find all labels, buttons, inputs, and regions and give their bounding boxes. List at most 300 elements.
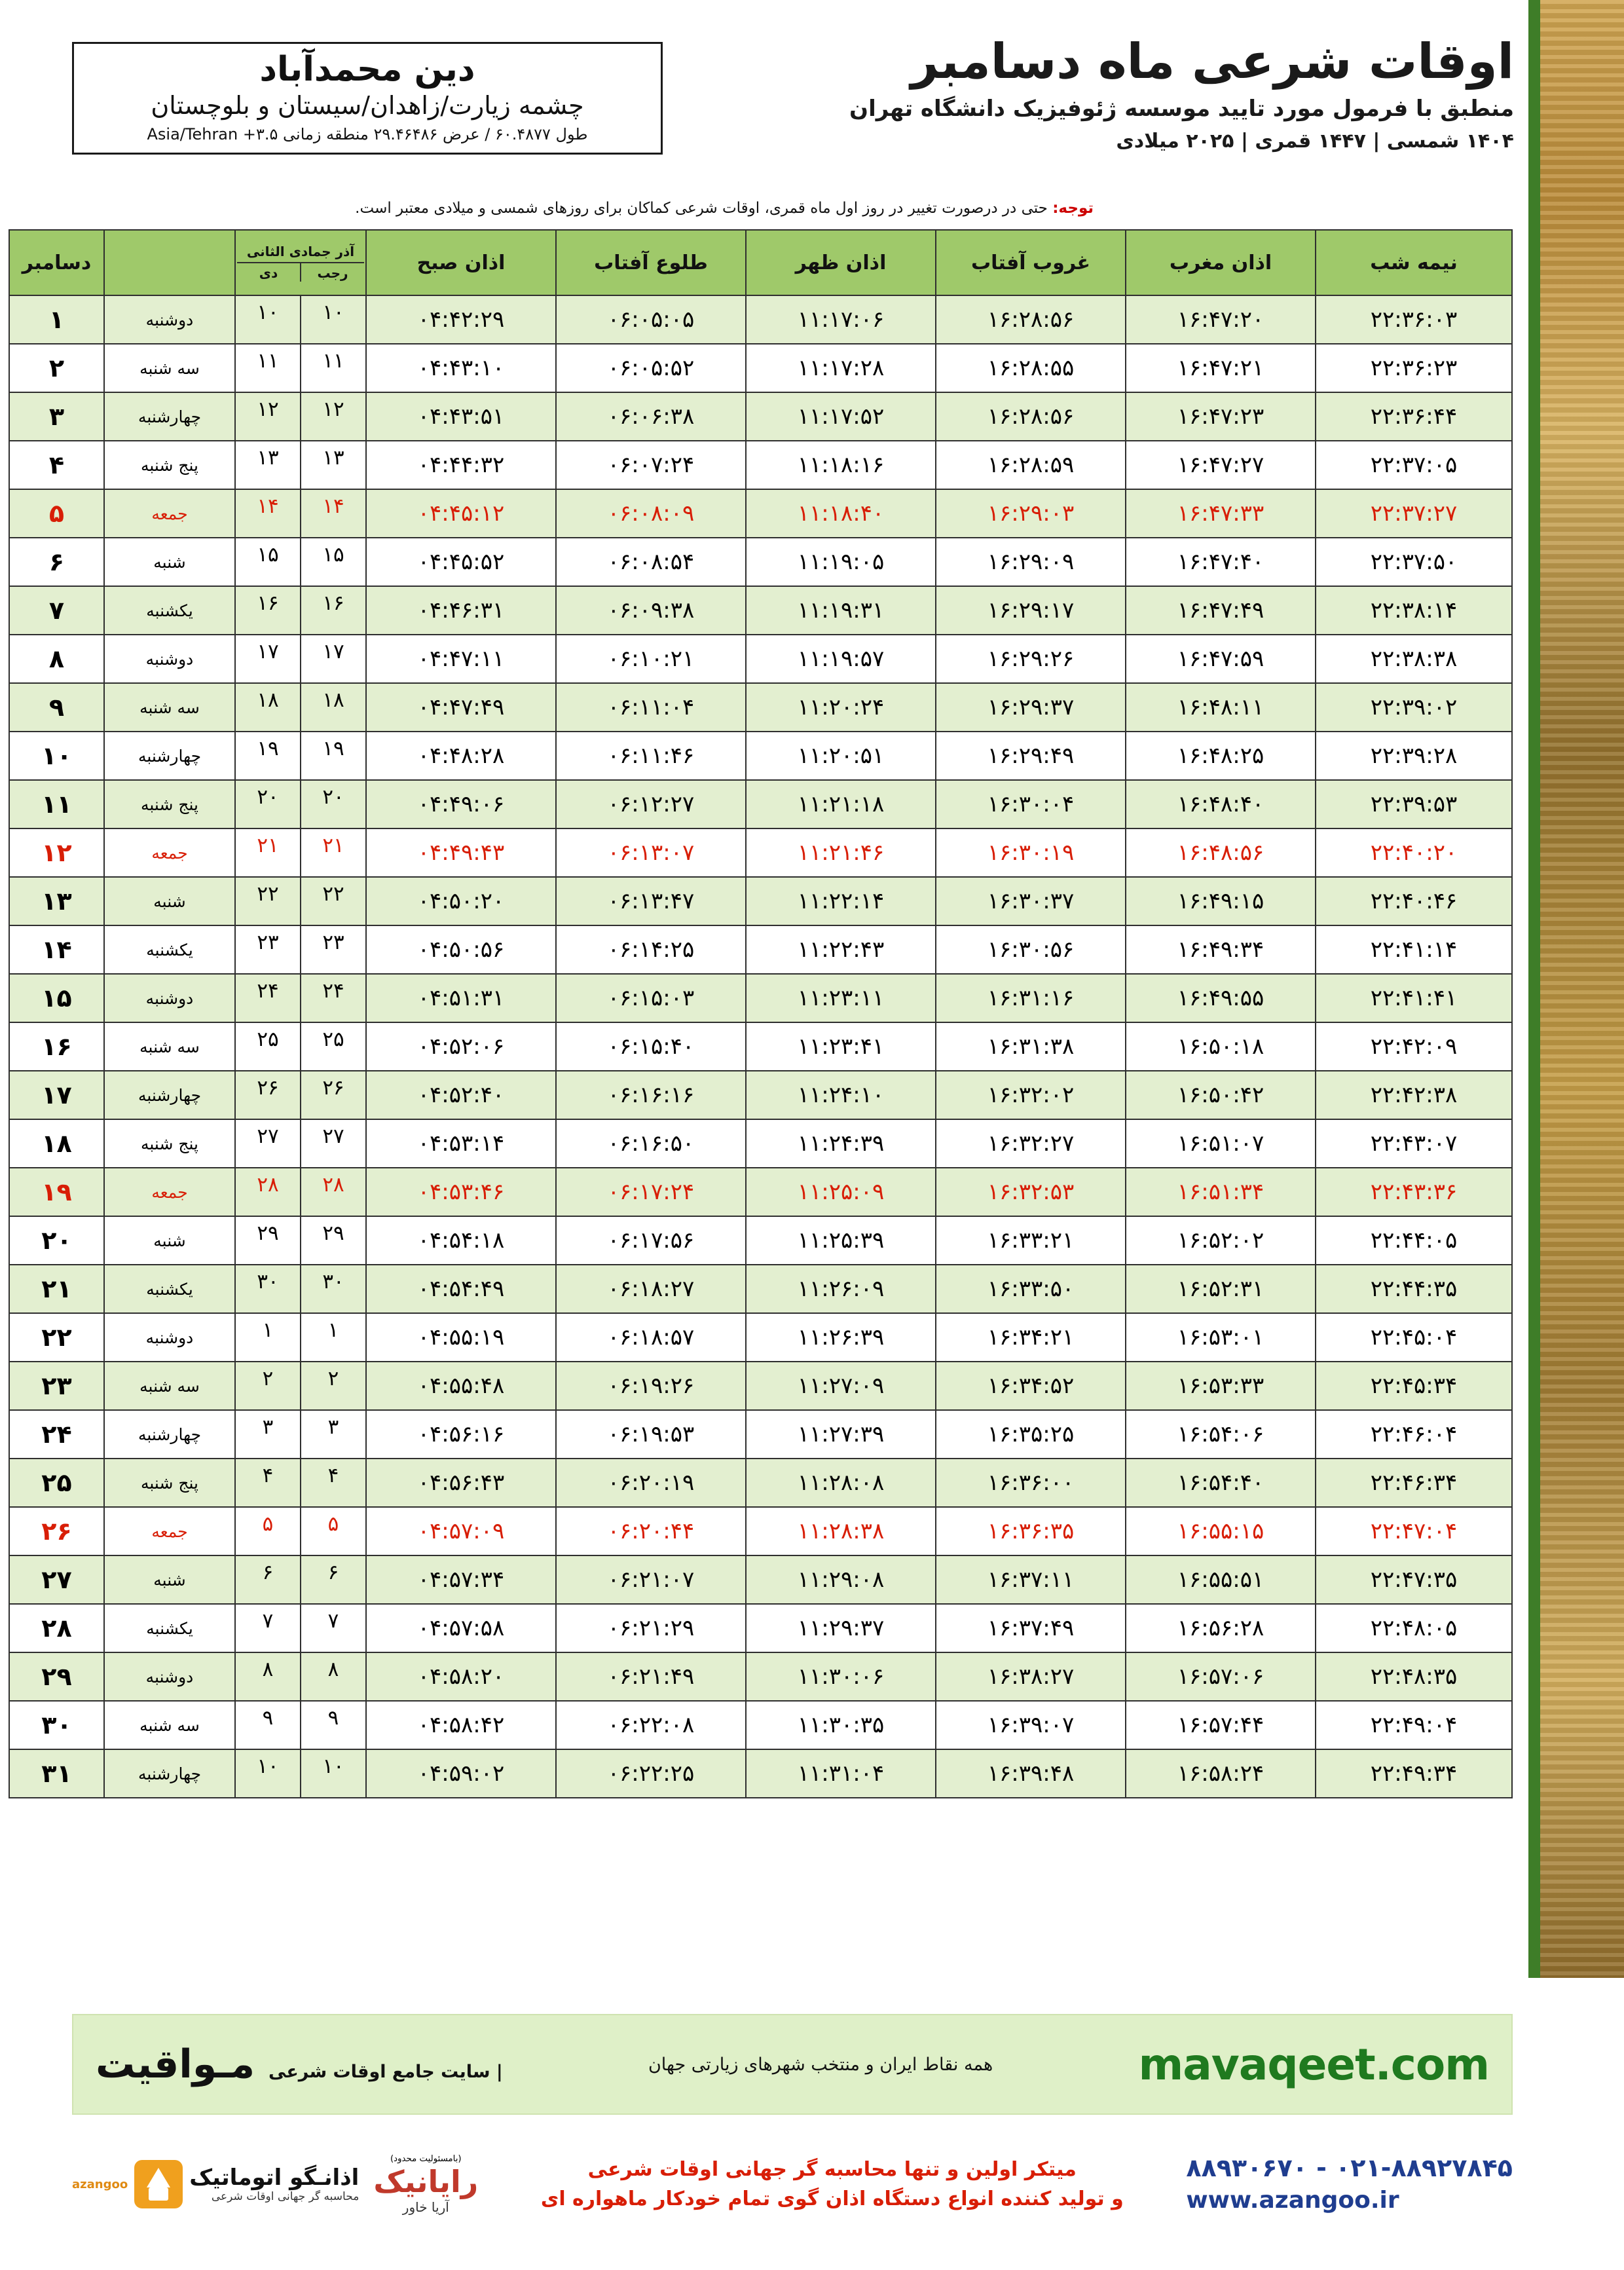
cell-hijri (235, 1410, 366, 1459)
cell-december: ۱۹ (9, 1168, 104, 1216)
cell-hijri (235, 1604, 366, 1652)
cell-sunset: ۱۶:۲۸:۵۶ (936, 295, 1126, 344)
table-row (9, 344, 1512, 392)
cell-hijri-rajab: ۱۴ (300, 490, 365, 537)
cell-hijri-dey: ۲۳ (257, 931, 279, 954)
cell-night: ۲۲:۳۹:۰۲ (1316, 683, 1512, 732)
cell-hijri-rajab: ۱۸ (300, 684, 365, 731)
cell-hijri (235, 683, 366, 732)
table-row (9, 1555, 1512, 1604)
cell-night: ۲۲:۴۲:۳۸ (1316, 1071, 1512, 1119)
cell-dhuhr: ۱۱:۲۹:۳۷ (746, 1604, 936, 1652)
cell-maghrib: ۱۶:۵۵:۱۵ (1126, 1507, 1316, 1555)
cell-hijri-dey: ۲۶ (257, 1076, 279, 1100)
cell-hijri-rajab: ۲۰ (300, 781, 365, 828)
cell-sunset: ۱۶:۲۹:۳۷ (936, 683, 1126, 732)
azangoo-name: اذانـگو اتوماتیک (189, 2164, 360, 2191)
cell-december: ۲۴ (9, 1410, 104, 1459)
cell-sunrise: ۰۶:۱۶:۱۶ (556, 1071, 746, 1119)
cell-night: ۲۲:۳۶:۰۳ (1316, 295, 1512, 344)
cell-hijri (235, 295, 366, 344)
footer-brand-sub: | سایت جامع اوقات شرعی (268, 2062, 503, 2082)
cell-hijri-rajab: ۲۹ (300, 1217, 365, 1264)
city-name: دین محمدآباد (259, 50, 475, 89)
cell-hijri-dey: ۳۰ (257, 1270, 279, 1293)
cell-hijri-dey: ۱۱ (257, 349, 279, 373)
cell-weekday: جمعه (104, 828, 235, 877)
cell-dhuhr: ۱۱:۲۴:۳۹ (746, 1119, 936, 1168)
cell-weekday: یکشنبه (104, 925, 235, 974)
cell-sunrise: ۰۶:۱۹:۵۳ (556, 1410, 746, 1459)
cell-hijri (235, 1701, 366, 1749)
cell-hijri (235, 344, 366, 392)
cell-hijri-rajab: ۳ (300, 1411, 365, 1458)
table-row (9, 1701, 1512, 1749)
cell-weekday: پنج شنبه (104, 1119, 235, 1168)
cell-hijri (235, 780, 366, 828)
cell-sunrise: ۰۶:۱۶:۵۰ (556, 1119, 746, 1168)
cell-hijri-dey: ۱۹ (257, 737, 279, 760)
cell-december: ۱ (9, 295, 104, 344)
cell-night: ۲۲:۳۶:۴۴ (1316, 392, 1512, 441)
cell-maghrib: ۱۶:۴۹:۵۵ (1126, 974, 1316, 1022)
cell-december: ۲۶ (9, 1507, 104, 1555)
cell-hijri-dey: ۶ (262, 1561, 274, 1584)
cell-hijri-rajab: ۲۲ (300, 878, 365, 925)
cell-dhuhr: ۱۱:۱۷:۰۶ (746, 295, 936, 344)
cell-maghrib: ۱۶:۵۷:۴۴ (1126, 1701, 1316, 1749)
table-row (9, 635, 1512, 683)
cell-fajr: ۰۴:۵۵:۱۹ (366, 1313, 556, 1362)
table-row (9, 1604, 1512, 1652)
cell-dhuhr: ۱۱:۲۶:۰۹ (746, 1265, 936, 1313)
cell-hijri (235, 828, 366, 877)
cell-sunrise: ۰۶:۱۳:۰۷ (556, 828, 746, 877)
note-text: حتی در درصورت تغییر در روز اول ماه قمری، اوقات شرعی کماکان برای روزهای شمسی و میلادی معتبر است. (355, 200, 1048, 217)
company-description (541, 2155, 1124, 2214)
cell-sunset: ۱۶:۳۲:۲۷ (936, 1119, 1126, 1168)
cell-fajr: ۰۴:۴۳:۱۰ (366, 344, 556, 392)
table-row (9, 732, 1512, 780)
page-header (72, 33, 1514, 187)
table-row (9, 1119, 1512, 1168)
table-row (9, 780, 1512, 828)
table-row (9, 1410, 1512, 1459)
cell-hijri-rajab: ۱ (300, 1314, 365, 1361)
table-row (9, 1362, 1512, 1410)
cell-hijri (235, 586, 366, 635)
cell-hijri (235, 1265, 366, 1313)
cell-hijri (235, 489, 366, 538)
cell-sunrise: ۰۶:۰۹:۳۸ (556, 586, 746, 635)
cell-hijri-dey: ۹ (262, 1706, 274, 1730)
cell-december: ۶ (9, 538, 104, 586)
cell-fajr: ۰۴:۴۸:۲۸ (366, 732, 556, 780)
footer-tagline: همه نقاط ایران و منتخب شهرهای زیارتی جهان (648, 2054, 993, 2075)
table-row (9, 974, 1512, 1022)
hijri-header-rajab: رجب (300, 263, 364, 282)
city-region: چشمه زیارت/زاهدان/سیستان و بلوچستان (151, 90, 584, 120)
cell-night: ۲۲:۴۳:۳۶ (1316, 1168, 1512, 1216)
cell-sunset: ۱۶:۳۵:۲۵ (936, 1410, 1126, 1459)
cell-weekday: دوشنبه (104, 974, 235, 1022)
cell-december: ۳۱ (9, 1749, 104, 1798)
cell-weekday: شنبه (104, 1216, 235, 1265)
cell-night: ۲۲:۳۷:۲۷ (1316, 489, 1512, 538)
cell-sunset: ۱۶:۳۰:۳۷ (936, 877, 1126, 925)
azangoo-sub: محاسبه گر جهانی اوقات شرعی (211, 2189, 360, 2203)
cell-weekday: سه شنبه (104, 1362, 235, 1410)
table-row (9, 877, 1512, 925)
cell-hijri-dey: ۱۳ (257, 446, 279, 470)
cell-fajr: ۰۴:۵۴:۱۸ (366, 1216, 556, 1265)
cell-fajr: ۰۴:۵۸:۲۰ (366, 1652, 556, 1701)
cell-night: ۲۲:۴۷:۰۴ (1316, 1507, 1512, 1555)
cell-december: ۱۵ (9, 974, 104, 1022)
cell-sunset: ۱۶:۳۴:۵۲ (936, 1362, 1126, 1410)
cell-maghrib: ۱۶:۵۲:۳۱ (1126, 1265, 1316, 1313)
table-row (9, 538, 1512, 586)
cell-december: ۱۳ (9, 877, 104, 925)
cell-maghrib: ۱۶:۴۷:۵۹ (1126, 635, 1316, 683)
col-header-dhuhr: اذان ظهر (746, 230, 936, 295)
cell-hijri-rajab: ۷ (300, 1605, 365, 1652)
cell-hijri (235, 1313, 366, 1362)
cell-hijri-rajab: ۶ (300, 1556, 365, 1603)
cell-night: ۲۲:۳۸:۳۸ (1316, 635, 1512, 683)
cell-dhuhr: ۱۱:۲۲:۱۴ (746, 877, 936, 925)
cell-dhuhr: ۱۱:۲۹:۰۸ (746, 1555, 936, 1604)
cell-dhuhr: ۱۱:۱۷:۲۸ (746, 344, 936, 392)
cell-weekday: دوشنبه (104, 1313, 235, 1362)
cell-weekday: جمعه (104, 489, 235, 538)
cell-hijri-rajab: ۱۷ (300, 635, 365, 682)
cell-maghrib: ۱۶:۵۵:۵۱ (1126, 1555, 1316, 1604)
cell-sunset: ۱۶:۲۸:۵۹ (936, 441, 1126, 489)
cell-sunset: ۱۶:۳۷:۴۹ (936, 1604, 1126, 1652)
cell-sunrise: ۰۶:۰۷:۲۴ (556, 441, 746, 489)
table-row (9, 1313, 1512, 1362)
cell-maghrib: ۱۶:۵۶:۲۸ (1126, 1604, 1316, 1652)
cell-hijri (235, 1168, 366, 1216)
cell-december: ۷ (9, 586, 104, 635)
cell-hijri-dey: ۸ (262, 1658, 274, 1681)
cell-fajr: ۰۴:۴۳:۵۱ (366, 392, 556, 441)
cell-maghrib: ۱۶:۴۹:۳۴ (1126, 925, 1316, 974)
cell-dhuhr: ۱۱:۲۶:۳۹ (746, 1313, 936, 1362)
cell-hijri-rajab: ۹ (300, 1702, 365, 1749)
cell-dhuhr: ۱۱:۱۸:۴۰ (746, 489, 936, 538)
cell-weekday: جمعه (104, 1168, 235, 1216)
cell-maghrib: ۱۶:۵۲:۰۲ (1126, 1216, 1316, 1265)
cell-fajr: ۰۴:۵۴:۴۹ (366, 1265, 556, 1313)
cell-hijri-rajab: ۲۴ (300, 975, 365, 1022)
cell-sunrise: ۰۶:۲۱:۰۷ (556, 1555, 746, 1604)
cell-hijri-dey: ۲ (262, 1367, 274, 1390)
cell-fajr: ۰۴:۵۰:۲۰ (366, 877, 556, 925)
cell-fajr: ۰۴:۴۷:۱۱ (366, 635, 556, 683)
cell-fajr: ۰۴:۵۳:۱۴ (366, 1119, 556, 1168)
cell-night: ۲۲:۴۵:۳۴ (1316, 1362, 1512, 1410)
cell-dhuhr: ۱۱:۲۷:۰۹ (746, 1362, 936, 1410)
table-row (9, 1459, 1512, 1507)
cell-sunrise: ۰۶:۲۲:۰۸ (556, 1701, 746, 1749)
cell-dhuhr: ۱۱:۲۷:۳۹ (746, 1410, 936, 1459)
cell-hijri (235, 1507, 366, 1555)
footer-site-url[interactable]: mavaqeet.com (1138, 2039, 1489, 2090)
cell-hijri-rajab: ۲ (300, 1362, 365, 1409)
cell-sunset: ۱۶:۳۰:۱۹ (936, 828, 1126, 877)
cell-sunset: ۱۶:۳۹:۰۷ (936, 1701, 1126, 1749)
cell-december: ۱۰ (9, 732, 104, 780)
cell-fajr: ۰۴:۴۷:۴۹ (366, 683, 556, 732)
cell-hijri (235, 877, 366, 925)
cell-dhuhr: ۱۱:۲۱:۴۶ (746, 828, 936, 877)
cell-weekday: چهارشنبه (104, 1071, 235, 1119)
cell-night: ۲۲:۴۶:۳۴ (1316, 1459, 1512, 1507)
cell-sunset: ۱۶:۳۲:۰۲ (936, 1071, 1126, 1119)
cell-weekday: شنبه (104, 1555, 235, 1604)
footer-brand-name: مـواقیت (96, 2041, 255, 2087)
cell-hijri-rajab: ۱۱ (300, 344, 365, 392)
cell-fajr: ۰۴:۴۶:۳۱ (366, 586, 556, 635)
company-description-line1: میتکر اولین و تنها محاسبه گر جهانی اوقات شرعی (587, 2158, 1077, 2181)
cell-maghrib: ۱۶:۴۹:۱۵ (1126, 877, 1316, 925)
cell-sunset: ۱۶:۲۹:۰۹ (936, 538, 1126, 586)
cell-weekday: یکشنبه (104, 1265, 235, 1313)
cell-sunrise: ۰۶:۱۱:۰۴ (556, 683, 746, 732)
cell-hijri-dey: ۲۸ (257, 1173, 279, 1197)
cell-hijri (235, 1362, 366, 1410)
speaker-icon (134, 2160, 183, 2208)
cell-sunset: ۱۶:۲۸:۵۶ (936, 392, 1126, 441)
cell-night: ۲۲:۴۶:۰۴ (1316, 1410, 1512, 1459)
cell-hijri (235, 1071, 366, 1119)
cell-maghrib: ۱۶:۵۸:۲۴ (1126, 1749, 1316, 1798)
cell-night: ۲۲:۴۰:۲۰ (1316, 828, 1512, 877)
cell-hijri (235, 925, 366, 974)
table-row (9, 1749, 1512, 1798)
cell-hijri-rajab: ۸ (300, 1653, 365, 1700)
cell-weekday: سه شنبه (104, 1022, 235, 1071)
cell-night: ۲۲:۳۹:۵۳ (1316, 780, 1512, 828)
calendar-dates: ۱۴۰۴ شمسی | ۱۴۴۷ قمری | ۲۰۲۵ میلادی (1116, 129, 1514, 153)
cell-dhuhr: ۱۱:۲۲:۴۳ (746, 925, 936, 974)
cell-sunrise: ۰۶:۱۳:۴۷ (556, 877, 746, 925)
cell-dhuhr: ۱۱:۲۸:۰۸ (746, 1459, 936, 1507)
cell-fajr: ۰۴:۵۹:۰۲ (366, 1749, 556, 1798)
cell-maghrib: ۱۶:۴۷:۲۰ (1126, 295, 1316, 344)
cell-fajr: ۰۴:۴۴:۳۲ (366, 441, 556, 489)
cell-sunset: ۱۶:۳۶:۰۰ (936, 1459, 1126, 1507)
cell-december: ۲۵ (9, 1459, 104, 1507)
phone-number: ۰۲۱-۸۸۹۲۷۸۴۵ - ۸۸۹۳۰۶۷۰ (1186, 2153, 1513, 2183)
cell-hijri-dey: ۲۱ (257, 834, 279, 857)
cell-maghrib: ۱۶:۵۴:۰۶ (1126, 1410, 1316, 1459)
cell-weekday: دوشنبه (104, 295, 235, 344)
cell-hijri-dey: ۱۲ (257, 398, 279, 421)
cell-sunset: ۱۶:۳۱:۳۸ (936, 1022, 1126, 1071)
cell-night: ۲۲:۴۱:۴۱ (1316, 974, 1512, 1022)
cell-night: ۲۲:۴۵:۰۴ (1316, 1313, 1512, 1362)
azangoo-text (189, 2165, 359, 2204)
cell-maghrib: ۱۶:۴۸:۵۶ (1126, 828, 1316, 877)
cell-sunrise: ۰۶:۱۸:۵۷ (556, 1313, 746, 1362)
cell-hijri-dey: ۱۴ (257, 494, 279, 518)
cell-sunrise: ۰۶:۱۵:۰۳ (556, 974, 746, 1022)
cell-night: ۲۲:۴۹:۰۴ (1316, 1701, 1512, 1749)
cell-fajr: ۰۴:۵۶:۱۶ (366, 1410, 556, 1459)
cell-hijri-dey: ۴ (262, 1464, 274, 1487)
azangoo-logo (72, 2160, 359, 2208)
cell-sunrise: ۰۶:۱۱:۴۶ (556, 732, 746, 780)
table-row (9, 828, 1512, 877)
cell-maghrib: ۱۶:۵۷:۰۶ (1126, 1652, 1316, 1701)
cell-hijri-rajab: ۲۳ (300, 926, 365, 973)
cell-december: ۴ (9, 441, 104, 489)
cell-hijri-dey: ۲۰ (257, 785, 279, 809)
cell-fajr: ۰۴:۵۶:۴۳ (366, 1459, 556, 1507)
cell-hijri-dey: ۱۰ (257, 1755, 279, 1778)
cell-hijri (235, 732, 366, 780)
cell-sunrise: ۰۶:۰۸:۰۹ (556, 489, 746, 538)
cell-weekday: پنج شنبه (104, 441, 235, 489)
cell-hijri (235, 538, 366, 586)
cell-fajr: ۰۴:۵۲:۰۶ (366, 1022, 556, 1071)
col-header-night: نیمه شب (1316, 230, 1512, 295)
table-row (9, 1265, 1512, 1313)
cell-hijri-rajab: ۱۶ (300, 587, 365, 634)
note-label: توجه: (1052, 200, 1094, 217)
cell-hijri (235, 1459, 366, 1507)
cell-hijri-dey: ۲۵ (257, 1028, 279, 1051)
table-row (9, 295, 1512, 344)
location-box (72, 42, 663, 155)
col-header-fajr: اذان صبح (366, 230, 556, 295)
cell-hijri (235, 1652, 366, 1701)
cell-weekday: یکشنبه (104, 586, 235, 635)
cell-weekday: یکشنبه (104, 1604, 235, 1652)
cell-dhuhr: ۱۱:۱۹:۰۵ (746, 538, 936, 586)
table-row (9, 925, 1512, 974)
cell-maghrib: ۱۶:۵۰:۱۸ (1126, 1022, 1316, 1071)
cell-maghrib: ۱۶:۵۴:۴۰ (1126, 1459, 1316, 1507)
cell-fajr: ۰۴:۴۲:۲۹ (366, 295, 556, 344)
cell-hijri-rajab: ۱۰ (300, 1750, 365, 1797)
col-header-weekday (104, 230, 235, 295)
cell-sunrise: ۰۶:۱۴:۲۵ (556, 925, 746, 974)
cell-december: ۳ (9, 392, 104, 441)
cell-night: ۲۲:۴۱:۱۴ (1316, 925, 1512, 974)
cell-maghrib: ۱۶:۵۳:۳۳ (1126, 1362, 1316, 1410)
footer-banner (72, 2014, 1513, 2115)
cell-sunrise: ۰۶:۱۷:۵۶ (556, 1216, 746, 1265)
cell-dhuhr: ۱۱:۲۸:۳۸ (746, 1507, 936, 1555)
cell-sunset: ۱۶:۳۳:۵۰ (936, 1265, 1126, 1313)
col-header-hijri (235, 230, 366, 295)
cell-weekday: شنبه (104, 538, 235, 586)
rayaneek-badge: (بامسئولیت محدود) (390, 2153, 462, 2164)
cell-weekday: سه شنبه (104, 344, 235, 392)
hijri-header-top: آذر جمادی الثانی (237, 244, 364, 263)
cell-hijri (235, 635, 366, 683)
cell-maghrib: ۱۶:۵۱:۰۷ (1126, 1119, 1316, 1168)
cell-sunrise: ۰۶:۲۰:۱۹ (556, 1459, 746, 1507)
city-coordinates: طول ۶۰.۴۸۷۷ / عرض ۲۹.۴۶۴۸۶ منطقه زمانی Asia/Tehran +۳.۵ (147, 124, 588, 143)
cell-hijri-dey: ۲۴ (257, 979, 279, 1003)
cell-fajr: ۰۴:۵۸:۴۲ (366, 1701, 556, 1749)
cell-december: ۱۴ (9, 925, 104, 974)
col-header-sunset: غروب آفتاب (936, 230, 1126, 295)
col-header-december: دسامبر (9, 230, 104, 295)
table-header-row (9, 230, 1512, 295)
cell-dhuhr: ۱۱:۲۵:۰۹ (746, 1168, 936, 1216)
table-row (9, 392, 1512, 441)
cell-hijri-dey: ۱۷ (257, 640, 279, 663)
cell-hijri-rajab: ۱۳ (300, 441, 365, 489)
cell-hijri-rajab: ۲۶ (300, 1071, 365, 1119)
cell-hijri (235, 1555, 366, 1604)
cell-sunset: ۱۶:۲۹:۲۶ (936, 635, 1126, 683)
cell-hijri (235, 392, 366, 441)
cell-december: ۲۱ (9, 1265, 104, 1313)
cell-dhuhr: ۱۱:۱۹:۵۷ (746, 635, 936, 683)
cell-night: ۲۲:۳۶:۲۳ (1316, 344, 1512, 392)
cell-hijri-rajab: ۱۲ (300, 393, 365, 440)
cell-dhuhr: ۱۱:۲۱:۱۸ (746, 780, 936, 828)
cell-fajr: ۰۴:۵۷:۵۸ (366, 1604, 556, 1652)
cell-december: ۲۹ (9, 1652, 104, 1701)
cell-december: ۲۳ (9, 1362, 104, 1410)
cell-fajr: ۰۴:۴۵:۵۲ (366, 538, 556, 586)
cell-maghrib: ۱۶:۴۷:۲۷ (1126, 441, 1316, 489)
cell-fajr: ۰۴:۴۹:۰۶ (366, 780, 556, 828)
company-description-line2: و تولید کننده انواع دستگاه اذان گوی تمام خودکار ماهواره ای (540, 2187, 1124, 2210)
cell-night: ۲۲:۳۹:۲۸ (1316, 732, 1512, 780)
cell-sunset: ۱۶:۳۳:۲۱ (936, 1216, 1126, 1265)
cell-december: ۲۷ (9, 1555, 104, 1604)
website-url[interactable]: www.azangoo.ir (1186, 2187, 1399, 2214)
cell-hijri-rajab: ۵ (300, 1508, 365, 1555)
cell-hijri-dey: ۱۰ (257, 301, 279, 324)
cell-maghrib: ۱۶:۴۸:۱۱ (1126, 683, 1316, 732)
table-row (9, 441, 1512, 489)
decorative-sidebar (1540, 0, 1624, 1978)
page-subtitle: منطبق با فرمول مورد تایید موسسه ژئوفیزیک دانشگاه تهران (849, 95, 1514, 122)
cell-weekday: پنج شنبه (104, 1459, 235, 1507)
cell-hijri-rajab: ۲۷ (300, 1120, 365, 1167)
cell-december: ۸ (9, 635, 104, 683)
cell-weekday: پنج شنبه (104, 780, 235, 828)
table-row (9, 1507, 1512, 1555)
cell-sunset: ۱۶:۲۸:۵۵ (936, 344, 1126, 392)
title-block (650, 33, 1514, 153)
cell-night: ۲۲:۴۹:۳۴ (1316, 1749, 1512, 1798)
prayer-times-table-wrapper (22, 229, 1513, 1798)
cell-december: ۲۰ (9, 1216, 104, 1265)
cell-hijri (235, 441, 366, 489)
cell-fajr: ۰۴:۵۵:۴۸ (366, 1362, 556, 1410)
page-title: اوقات شرعی ماه دسامبر (910, 33, 1514, 90)
col-header-maghrib: اذان مغرب (1126, 230, 1316, 295)
cell-december: ۱۲ (9, 828, 104, 877)
cell-hijri-dey: ۱۵ (257, 543, 279, 567)
cell-hijri (235, 1749, 366, 1798)
cell-sunset: ۱۶:۳۰:۵۶ (936, 925, 1126, 974)
cell-hijri-rajab: ۲۸ (300, 1168, 365, 1216)
cell-hijri-rajab: ۳۰ (300, 1265, 365, 1312)
table-body (9, 295, 1512, 1798)
